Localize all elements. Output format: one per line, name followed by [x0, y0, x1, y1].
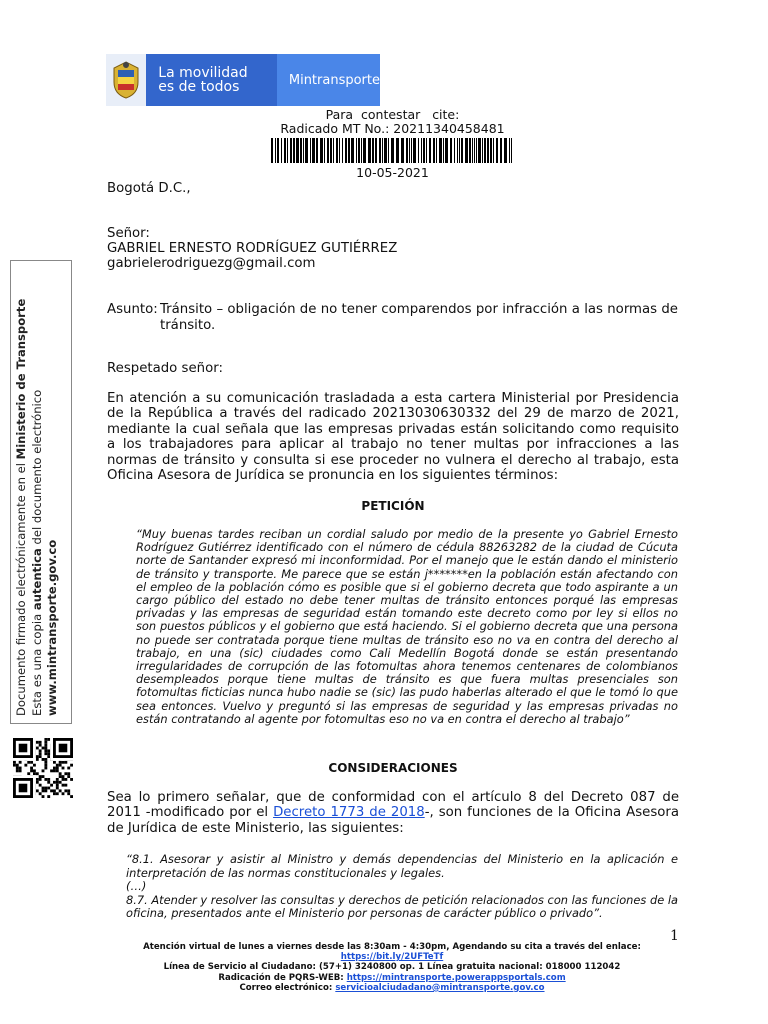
logo-slogan — [146, 54, 277, 106]
recipient-name: GABRIEL ERNESTO RODRÍGUEZ GUTIÉRREZ — [107, 241, 398, 256]
city-date-line: Bogotá D.C., — [107, 181, 191, 196]
logo-line-2: es de todos — [158, 79, 240, 95]
salutation-title: Señor: — [107, 226, 150, 241]
footer-pqrs-link[interactable]: https://mintransporte.powerappsportals.com — [346, 972, 566, 983]
logo-line-1: La movilidad — [158, 65, 248, 81]
stamp-line-2-bold: autentica — [29, 548, 44, 611]
petition-heading: PETICIÓN — [361, 499, 425, 513]
greeting: Respetado señor: — [107, 361, 223, 376]
footer-appointment-link[interactable]: https://bit.ly/2UFTeTf — [340, 952, 444, 963]
recipient-email: gabrielerodriguezg@gmail.com — [107, 256, 316, 271]
footer-email — [100, 983, 684, 993]
citation-block — [270, 108, 515, 136]
radicado-number: Radicado MT No.: 20211340458481 — [280, 121, 505, 136]
intro-paragraph: En atención a su comunicación trasladada a esta cartera Ministerial por Presidencia de la República a través del radicado 20213030630332 del 29 de marzo de 2021, mediante la cual señala que las empresas privadas están solicitando como requisito a los trabajadores para aplicar al trabajo no tener multas por infracciones a las normas de tránsito y consulta si ese proceder no vulnera el derecho al trabajo, esta Oficina Asesora de Jurídica se pronuncia en los siguientes términos: — [107, 391, 679, 484]
petition-quote: “Muy buenas tardes reciban un cordial saludo por medio de la presente yo Gabriel Ernesto Rodríguez Gutiérrez identificado con el número de cédula 88263282 de la ciudad de Cúcuta norte de Santander expresó mi inconformidad. Por el manejo que le están dando el ministerio de tránsito y transporte. Me parece que se están j*******en la población están afectando con el empleo de la población cómo es posible que si el gobierno decreta que todo aspirante a un cargo público del estado no debe tener multas de tránsito entonces porqué las empresas privadas y las empresas de seguridad están tomando este decreto como por ley si ellos no son puestos públicos y el gobierno que está haciendo. Si el gobierno decreta que una persona no puede ser contratada porque tiene multas de tránsito eso no va en contra del derecho al trabajo, en una (sic) ciudades como Cali Medellín Bogotá donde se están presentando irregularidades de corrupción de las fotomultas ahora tenemos centenares de colombianos desempleados porque tiene multas de tránsito es que fuera multas presenciales son fotomultas ficticias nunca hubo nadie se (sic) las pudo haberlas alterado el que le tomó lo que sea entonces. Vuelvo y preguntó si las empresas de seguridad y las empresas privadas no están contratando al agente por fotomultas eso no va en contra el derecho al trabajo” — [136, 527, 678, 726]
barcode-image — [271, 138, 513, 163]
footer-pqrs — [100, 973, 684, 983]
stamp-line-1-bold: Ministerio de Transporte — [14, 298, 28, 460]
logo-brand: Mintransporte — [277, 54, 380, 106]
footer-email-label: Correo electrónico: — [239, 982, 336, 993]
ellipsis: (…) — [126, 879, 147, 894]
page-number: 1 — [670, 928, 679, 944]
cite-date: 10-05-2021 — [356, 165, 429, 180]
footer-pqrs-label: Radicación de PQRS-WEB: — [218, 972, 347, 983]
stamp-line-2-pre: Esta es una copia — [29, 610, 44, 716]
qr-code-icon[interactable] — [13, 738, 73, 798]
footer-email-link[interactable]: servicioalciudadano@mintransporte.gov.co — [335, 982, 545, 993]
footer-phone-lines: Línea de Servicio al Ciudadano: (57+1) 3240800 op. 1 Línea gratuita nacional: 018000 112042 — [163, 962, 621, 973]
considerations-paragraph — [107, 790, 679, 836]
considerations-heading: CONSIDERACIONES — [328, 761, 458, 775]
function-8-7: 8.7. Atender y resolver las consultas y derechos de petición relacionados con las funciones de la oficina, presentados ante el Ministerio por personas de carácter público o privado”. — [126, 892, 678, 921]
stamp-line-2 — [30, 276, 46, 716]
stamp-website: www.mintransporte.gov.co — [45, 539, 59, 716]
signature-stamp-text — [14, 276, 61, 716]
subject-text: Tránsito – obligación de no tener comparendos por infracción a las normas de tránsito. — [160, 302, 678, 333]
colombia-coat-of-arms-icon — [106, 54, 146, 106]
footer-hours: Atención virtual de lunes a viernes desde las 8:30am - 4:30pm, Agendando su cita a través del enlace: — [143, 942, 641, 952]
cite-line-1: Para contestar cite: — [325, 107, 460, 122]
stamp-line-1-pre: Documento firmado electrónicamente en el — [14, 459, 28, 716]
decreto-1773-link[interactable]: Decreto 1773 de 2018 — [273, 805, 425, 821]
considerations-text-post: -, son funciones de la Oficina Asesora de Jurídica de este Ministerio, las siguientes: — [107, 805, 679, 836]
stamp-line-2-post: del documento electrónico — [29, 389, 44, 549]
functions-quote — [126, 853, 678, 921]
footer — [100, 942, 684, 993]
subject-label: Asunto: — [107, 302, 158, 317]
function-8-1: “8.1. Asesorar y asistir al Ministro y demás dependencias del Ministerio en la aplicación e interpretación de las normas constitucionales y legales. — [126, 852, 678, 880]
considerations-text-pre: Sea lo primero señalar, que de conformidad con el artículo 8 del Decreto 087 de 2011 -modificado por el — [107, 790, 679, 821]
stamp-line-1 — [14, 276, 30, 716]
mintransporte-logo — [106, 54, 380, 106]
